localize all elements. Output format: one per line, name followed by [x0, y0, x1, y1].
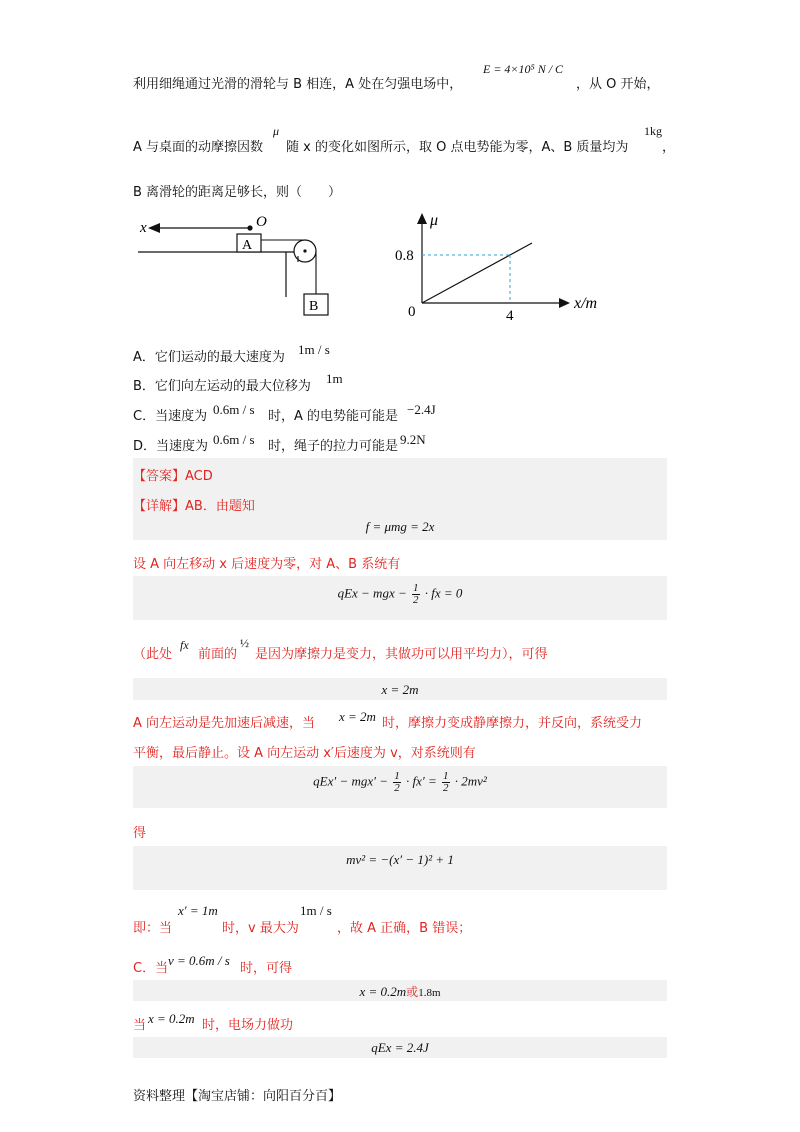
x-axis-arrow	[559, 298, 570, 308]
explanation-text: 设 A 向左移动 x 后速度为零，对 A、B 系统有	[133, 557, 401, 572]
option-value: 0.6m / s	[213, 432, 255, 447]
y-axis-arrow	[417, 213, 427, 224]
fraction-numerator: 1	[413, 582, 419, 594]
question-text: ，从 O 开始，	[576, 77, 660, 92]
option-c[interactable]	[133, 405, 207, 424]
explanation-text: 得	[133, 826, 147, 841]
question-text: A 与桌面的动摩擦因数	[133, 140, 264, 155]
option-b[interactable]	[133, 375, 311, 394]
question-text: 利用细绳通过光滑的滑轮与 B 相连，A 处在匀强电场中，	[133, 77, 463, 92]
x-value: x = 2m	[339, 709, 376, 724]
explanation-text: 平衡，最后静止。设 A 向左运动 x′后速度为 v，对系统则有	[133, 746, 476, 761]
pulley-axle	[303, 249, 306, 252]
explanation-text: C．当	[133, 961, 169, 976]
o-label: O	[256, 214, 267, 230]
equation-part: x = 0.2m	[359, 984, 407, 999]
option-letter: A．	[133, 350, 155, 365]
mu-symbol: μ	[273, 124, 280, 138]
equation-energy-2	[133, 771, 667, 794]
equation-velocity: mv² = −(x′ − 1)² + 1	[346, 852, 454, 867]
option-value: −2.4J	[407, 402, 436, 417]
origin-dot	[247, 225, 252, 230]
footer-text: 资料整理【淘宝店铺：向阳百分百】	[133, 1089, 342, 1104]
option-text: 当速度为	[156, 439, 209, 454]
fraction	[393, 771, 401, 794]
x-arrow-head	[148, 223, 160, 233]
fraction	[442, 771, 450, 794]
v-value: 1m / s	[300, 903, 332, 918]
origin-label: 0	[408, 304, 416, 320]
question-text: 随 x 的变化如图所示，取 O 点电势能为零，A、B 质量均为	[286, 140, 629, 155]
fraction-denominator: 2	[443, 782, 449, 794]
option-value: 1m / s	[298, 342, 330, 357]
explanation-label: 【详解】	[133, 499, 186, 514]
question-line-2	[133, 136, 263, 155]
equation-part: qEx − mgx −	[337, 585, 407, 601]
series-line	[422, 243, 532, 303]
question-line-1	[133, 73, 462, 92]
field-formula: E = 4×10⁵ N / C	[483, 62, 564, 76]
question-text: ，	[662, 140, 676, 155]
explanation-text: 是因为摩擦力是变力，其做功可以用平均力），可得	[255, 647, 548, 662]
equation-work: qEx = 2.4J	[371, 1040, 429, 1055]
option-value: 9.2N	[400, 432, 426, 447]
answer-line	[133, 465, 213, 484]
fraction	[412, 583, 420, 606]
equation-part: 1.8m	[418, 987, 441, 999]
x-value: x = 0.2m	[148, 1011, 195, 1026]
equation-result: x = 2m	[381, 682, 419, 697]
pulley-diagram	[138, 210, 338, 322]
x-tick-label: 4	[506, 308, 514, 324]
equation-connector: 或	[406, 985, 419, 999]
mass-value: 1kg	[644, 124, 662, 138]
option-a[interactable]	[133, 346, 285, 365]
explanation-text: 时，电场力做功	[202, 1018, 294, 1033]
fraction-denominator: 2	[394, 782, 400, 794]
equation-part: · fx′ =	[406, 773, 437, 789]
option-d[interactable]	[133, 435, 208, 454]
y-axis-label: μ	[430, 212, 439, 229]
x-value: x′ = 1m	[178, 903, 218, 918]
option-text: 时，绳子的拉力可能是	[268, 439, 399, 454]
question-line-3: B 离滑轮的距离足够长，则（ ）	[133, 185, 342, 200]
a-label: A	[242, 238, 253, 253]
option-letter: C．	[133, 409, 156, 424]
explanation-text: 即：当	[133, 921, 173, 936]
option-text: 当速度为	[155, 409, 208, 424]
option-value: 0.6m / s	[213, 402, 255, 417]
mu-x-chart	[390, 205, 620, 330]
explanation-text: 时，v 最大为	[222, 921, 299, 936]
answer-value: ACD	[185, 469, 213, 484]
explanation-intro	[133, 495, 255, 514]
x-label: x	[140, 220, 147, 236]
b-label: B	[309, 299, 319, 314]
v-value: v = 0.6m / s	[168, 953, 230, 968]
option-letter: D．	[133, 439, 157, 454]
equation-part: · 2mv²	[454, 773, 487, 789]
explanation-text: ，故 A 正确，B 错误；	[337, 921, 472, 936]
explanation-text: 当	[133, 1018, 147, 1033]
explanation-text: 时，摩擦力变成静摩擦力，并反向，系统受力	[382, 716, 643, 731]
option-text: 它们运动的最大速度为	[154, 350, 285, 365]
equation-part: · fx = 0	[424, 585, 463, 601]
fraction-denominator: 2	[413, 594, 419, 606]
equation-part: qEx′ − mgx′ −	[313, 773, 389, 789]
option-letter: B．	[133, 379, 155, 394]
equation-positions	[133, 983, 667, 1000]
explanation-text: 时，可得	[240, 961, 293, 976]
explanation-text: AB．由题知	[185, 499, 255, 514]
option-value: 1m	[326, 371, 343, 386]
option-text: 它们向左运动的最大位移为	[154, 379, 311, 394]
fraction-numerator: 1	[443, 770, 449, 782]
explanation-text: 前面的	[198, 647, 238, 662]
fraction-numerator: 1	[394, 770, 400, 782]
y-tick-label: 0.8	[395, 248, 414, 264]
option-text: 时，A 的电势能可能是	[268, 409, 399, 424]
explanation-text: A 向左运动是先加速后减速，当	[133, 716, 316, 731]
equation-energy	[133, 583, 667, 606]
equation-friction: f = μmg = 2x	[365, 519, 435, 534]
x-axis-label: x/m	[574, 295, 598, 312]
answer-label: 【答案】	[133, 469, 186, 484]
explanation-text: （此处	[133, 647, 173, 662]
half-symbol: ½	[240, 636, 249, 650]
fx-symbol: fx	[180, 638, 189, 652]
